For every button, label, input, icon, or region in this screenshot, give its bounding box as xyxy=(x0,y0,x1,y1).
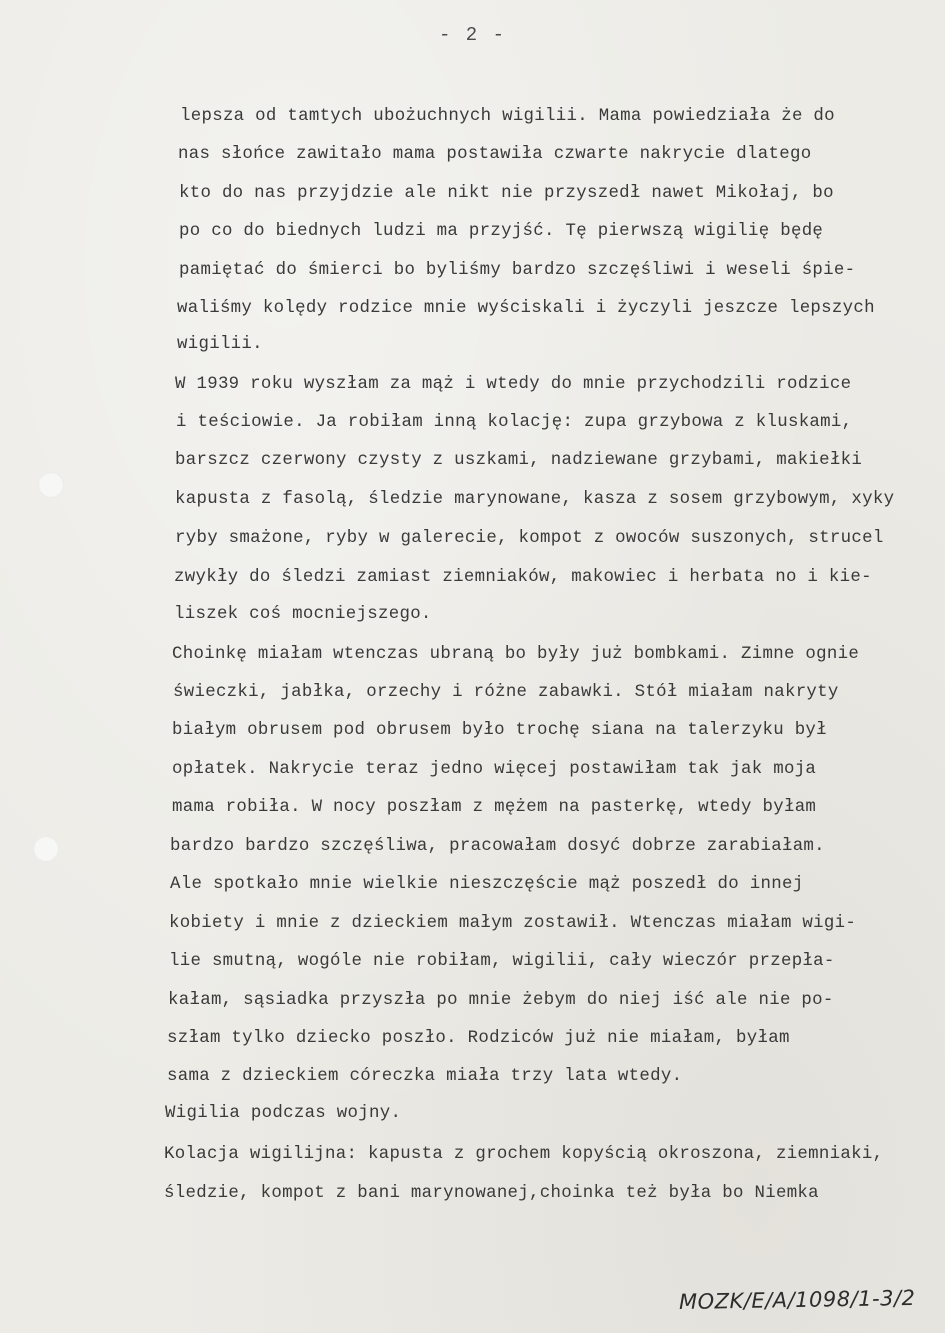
text-line: świeczki, jabłka, orzechy i różne zabawki. Stół miałam nakryty xyxy=(173,683,839,702)
text-line: śledzie, kompot z bani marynowanej,choinka też była bo Niemka xyxy=(164,1184,819,1203)
text-line: po co do biednych ludzi ma przyjść. Tę pierwszą wigilię będę xyxy=(179,222,824,241)
text-line: bardzo bardzo szczęśliwa, pracowałam dosyć dobrze zarabiałam. xyxy=(170,837,825,856)
text-line: pamiętać do śmierci bo byliśmy bardzo szczęśliwi i weseli śpie- xyxy=(179,261,856,280)
text-line: nas słońce zawitało mama postawiła czwarte nakrycie dlatego xyxy=(178,145,812,164)
text-line: mama robiła. W nocy poszłam z mężem na pasterkę, wtedy byłam xyxy=(172,798,817,817)
text-line: lie smutną, wogóle nie robiłam, wigilii, cały wieczór przepła- xyxy=(169,952,835,971)
text-line: liszek coś mocniejszego. xyxy=(174,605,432,624)
text-line: zwykły do śledzi zamiast ziemniaków, makowiec i herbata no i kie- xyxy=(174,568,872,587)
text-line: kobiety i mnie z dzieckiem małym zostawił. Wtenczas miałam wigi- xyxy=(169,914,857,933)
text-line: barszcz czerwony czysty z uszkami, nadziewane grzybami, makiełki xyxy=(175,451,863,470)
text-line: kto do nas przyjdzie ale nikt nie przyszedł nawet Mikołaj, bo xyxy=(179,184,834,203)
text-line: Choinkę miałam wtenczas ubraną bo były już bombkami. Zimne ognie xyxy=(172,645,860,664)
punch-hole-bottom xyxy=(33,836,59,862)
text-line: kałam, sąsiadka przyszła po mnie żebym do niej iść ale nie po- xyxy=(168,991,834,1010)
text-line: szłam tylko dziecko poszło. Rodziców już nie miałam, byłam xyxy=(167,1029,790,1048)
text-line: ryby smażone, ryby w galerecie, kompot z owoców suszonych, strucel xyxy=(175,529,884,548)
punch-hole-top xyxy=(38,472,64,498)
text-line: Ale spotkało mnie wielkie nieszczęście mąż poszedł do innej xyxy=(170,875,804,894)
text-line: Kolacja wigilijna: kapusta z grochem kopyścią okroszona, ziemniaki, xyxy=(164,1145,884,1164)
text-line: opłatek. Nakrycie teraz jedno więcej postawiłam tak jak moja xyxy=(172,760,817,779)
text-line: kapusta z fasolą, śledzie marynowane, kasza z sosem grzybowym, xyky xyxy=(175,490,895,509)
text-line: lepsza od tamtych ubożuchnych wigilii. Mama powiedziała że do xyxy=(180,107,835,126)
text-line: sama z dzieckiem córeczka miała trzy lata wtedy. xyxy=(167,1067,683,1086)
text-line: W 1939 roku wyszłam za mąż i wtedy do mnie przychodzili rodzice xyxy=(175,375,852,394)
text-line: wigilii. xyxy=(177,335,263,354)
text-line: białym obrusem pod obrusem było trochę siana na talerzyku był xyxy=(172,721,827,740)
page-number: - 2 - xyxy=(438,24,506,46)
text-line: waliśmy kolędy rodzice mnie wyściskali i życzyli jeszcze lepszych xyxy=(177,299,875,318)
text-line: Wigilia podczas wojny. xyxy=(165,1104,402,1123)
archive-signature: MOZK/E/A/1098/1-3/2 xyxy=(678,1285,916,1315)
text-line: i teściowie. Ja robiłam inną kolację: zupa grzybowa z kluskami, xyxy=(176,413,853,432)
